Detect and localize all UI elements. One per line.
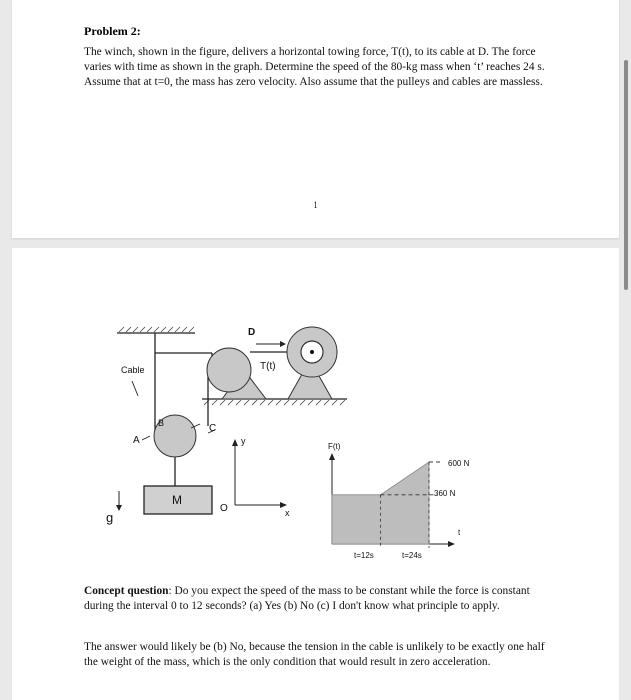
label-cable: Cable — [121, 365, 145, 375]
concept-question — [84, 584, 556, 614]
problem-heading: Problem 2: — [84, 24, 141, 38]
scrollbar[interactable] — [624, 60, 628, 290]
label-600n: 600 N — [448, 459, 470, 468]
pulley-d — [207, 348, 266, 399]
coordinate-axes — [232, 439, 287, 508]
label-o: O — [220, 503, 228, 514]
gravity-arrow — [116, 491, 122, 511]
label-t24: t=24s — [402, 551, 422, 560]
floor — [202, 399, 347, 405]
label-b: B — [158, 418, 165, 428]
label-t: t — [458, 528, 461, 537]
force-time-chart — [329, 453, 455, 548]
problem-figure — [12, 248, 619, 578]
label-tension: T(t) — [260, 361, 276, 372]
label-y: y — [241, 436, 246, 446]
label-t12: t=12s — [354, 551, 374, 560]
tension-arrow — [256, 341, 286, 347]
label-a: A — [133, 435, 140, 446]
label-m: M — [172, 493, 182, 507]
page-2 — [12, 248, 619, 700]
answer-text: The answer would likely be (b) No, because the tension in the cable is unlikely to be exactly one half the weight of the mass, which is the only condition that would result in zero acceleration. — [84, 641, 545, 668]
label-d: D — [248, 327, 256, 338]
label-360n: 360 N — [434, 489, 456, 498]
page-1 — [12, 0, 619, 238]
problem-statement: The winch, shown in the figure, delivers a horizontal towing force, T(t), to its cable at D. The force varies with time as shown in the graph. Determine the speed of the 80-kg mass when ‘t’ reaches 24 s. Assume that at t=0, the mass has zero velocity. Also assume that the pulleys and cables are massless. — [84, 46, 545, 88]
concept-text: : Do you expect the speed of the mass to be constant while the force is constant during the interval 0 to 12 seconds? (a) Yes (b) No (c) I don't know what principle to apply. — [84, 585, 530, 612]
page-number: 1 — [313, 200, 318, 210]
winch — [287, 327, 337, 399]
label-f: F(t) — [328, 442, 341, 451]
ceiling — [117, 327, 195, 333]
label-g: g — [106, 510, 114, 525]
concept-label: Concept question — [84, 585, 169, 597]
label-x: x — [285, 508, 290, 518]
label-c: C — [209, 423, 217, 434]
